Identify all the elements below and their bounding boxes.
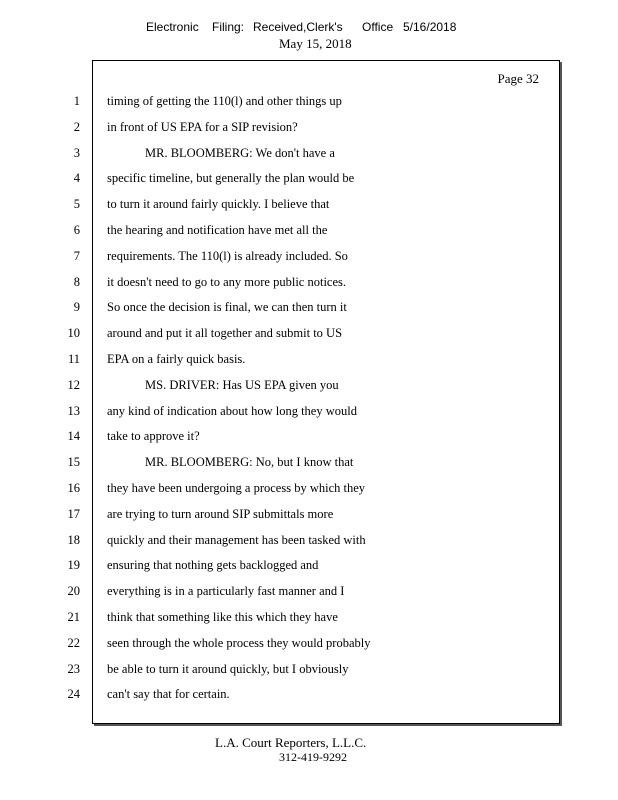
transcript-line: timing of getting the 110(l) and other things up xyxy=(107,94,342,108)
transcript-line: ensuring that nothing gets backlogged and xyxy=(107,558,319,573)
line-number: 23 xyxy=(67,661,80,676)
line-number: 6 xyxy=(73,222,80,237)
line-number: 18 xyxy=(67,532,80,547)
stamp-electronic: Electronic xyxy=(146,20,199,34)
line-number: 16 xyxy=(67,480,80,495)
line-number: 11 xyxy=(67,351,80,366)
line-number: 15 xyxy=(67,455,80,470)
stamp-office: Office xyxy=(362,20,394,34)
stamp-filing: Filing: xyxy=(212,20,245,34)
transcript-line: to turn it around fairly quickly. I believe that xyxy=(107,197,330,212)
line-number-column xyxy=(0,93,86,712)
transcript-line: in front of US EPA for a SIP revision? xyxy=(107,119,298,134)
transcript-line: around and put it all together and submit to US xyxy=(107,326,343,341)
transcript-line: be able to turn it around quickly, but I obviously xyxy=(107,661,349,676)
line-number: 14 xyxy=(67,429,80,444)
transcript-line: specific timeline, but generally the plan would be xyxy=(107,171,355,186)
transcript-line: the hearing and notification have met all the xyxy=(107,222,328,237)
stamp-received-clerks: Received,Clerk's xyxy=(253,20,343,34)
line-number: 21 xyxy=(67,609,80,624)
transcript-line: EPA on a fairly quick basis. xyxy=(107,351,246,366)
transcript-line: are trying to turn around SIP submittals more xyxy=(107,506,334,521)
transcript-line: MS. DRIVER: Has US EPA given you xyxy=(145,377,339,392)
transcript-line: MR. BLOOMBERG: No, but I know that xyxy=(145,455,354,470)
transcript-line: seen through the whole process they would probably xyxy=(107,635,371,650)
transcript-line: any kind of indication about how long they would xyxy=(107,403,357,418)
transcript-line: MR. BLOOMBERG: We don't have a xyxy=(145,145,335,160)
page-number: Page 32 xyxy=(497,71,539,86)
line-number: 5 xyxy=(73,197,80,212)
reporter-phone: 312-419-9292 xyxy=(279,750,347,764)
transcript-line: quickly and their management has been tasked with xyxy=(107,532,366,547)
line-number: 4 xyxy=(73,171,80,186)
filing-stamp xyxy=(0,20,618,36)
line-number: 13 xyxy=(67,403,80,418)
line-number: 9 xyxy=(73,300,80,315)
transcript-line: they have been undergoing a process by which they xyxy=(107,480,366,495)
line-number: 10 xyxy=(67,326,80,341)
transcript-line: can't say that for certain. xyxy=(107,687,230,702)
line-number: 3 xyxy=(73,145,80,160)
transcript-line: think that something like this which they have xyxy=(107,609,338,624)
transcript-line: take to approve it? xyxy=(107,429,200,444)
transcript-text xyxy=(107,93,547,712)
line-number: 24 xyxy=(67,687,80,702)
line-number: 7 xyxy=(73,248,80,263)
line-number: 22 xyxy=(67,635,80,650)
transcript-line: it doesn't need to go to any more public notices. xyxy=(107,274,347,289)
line-number: 1 xyxy=(73,94,80,108)
line-number: 17 xyxy=(67,506,80,521)
line-number: 20 xyxy=(67,584,80,599)
transcript-line: everything is in a particularly fast manner and I xyxy=(107,584,345,599)
stamp-date: 5/16/2018 xyxy=(403,20,457,34)
reporter-company: L.A. Court Reporters, L.L.C. xyxy=(215,735,367,750)
line-number: 8 xyxy=(73,274,80,289)
transcript-date: May 15, 2018 xyxy=(279,36,352,51)
transcript-line: So once the decision is final, we can then turn it xyxy=(107,300,347,315)
line-number: 12 xyxy=(67,377,80,392)
line-number: 2 xyxy=(73,119,80,134)
line-number: 19 xyxy=(67,558,80,573)
transcript-line: requirements. The 110(l) is already included. So xyxy=(107,248,348,263)
